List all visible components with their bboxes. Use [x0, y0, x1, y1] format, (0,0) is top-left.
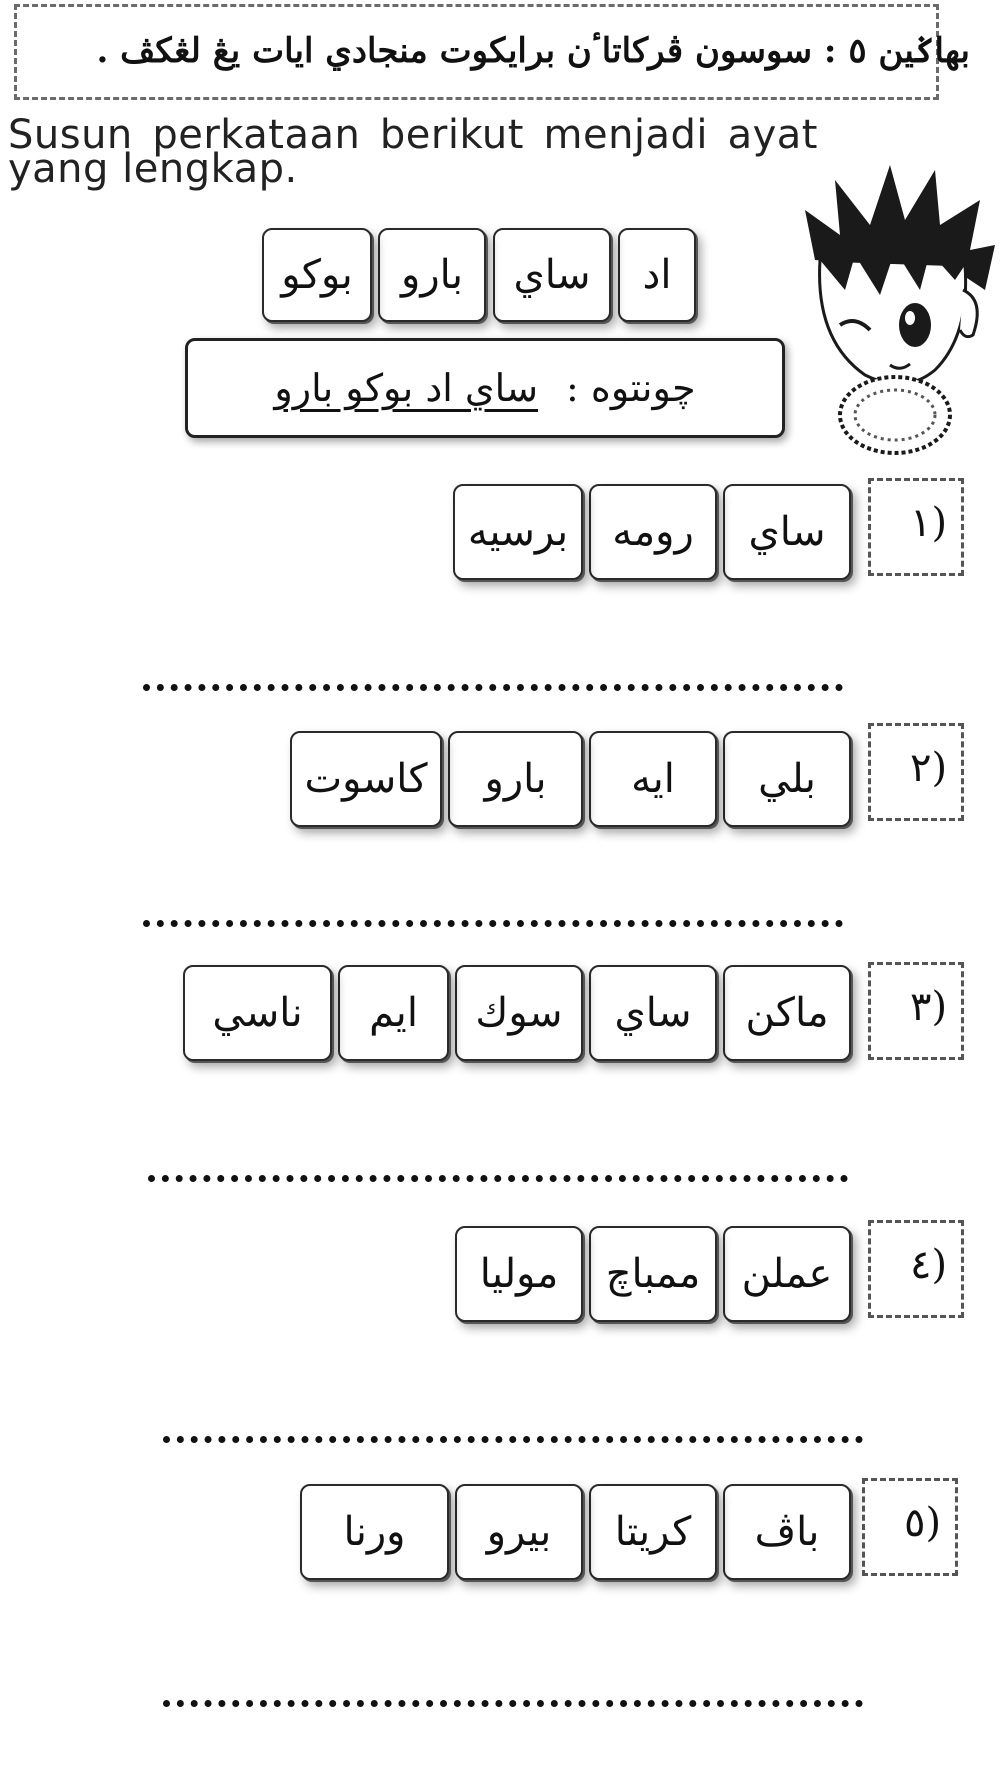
question-word-card: بيرو	[455, 1484, 583, 1580]
question-word-card: ايم	[338, 965, 449, 1061]
question-word-card: عملن	[723, 1226, 851, 1322]
mascot-illustration	[795, 140, 1000, 460]
header-title: بهاݢين ٥ : سوسون ڤركاتاٴن برايكوت منجادي ايات يڠ لڠكڤ .	[96, 31, 970, 71]
question-number: ٣)	[910, 984, 948, 1030]
question-number: ١)	[910, 500, 948, 546]
question-word-card: ممباچ	[589, 1226, 717, 1322]
example-word-card: ساي	[493, 228, 611, 322]
question-word-card: برسيه	[453, 484, 583, 580]
question-number: ٢)	[910, 745, 948, 791]
question-word-card: بارو	[448, 731, 583, 827]
answer-dotted-line	[143, 684, 843, 691]
question-word-card: ورنا	[300, 1484, 449, 1580]
example-word-card: اد	[618, 228, 696, 322]
example-answer-box	[185, 338, 785, 438]
question-word-card: كاسوت	[290, 731, 442, 827]
question-word-card: ناسي	[183, 965, 332, 1061]
answer-dotted-line	[163, 1700, 863, 1707]
question-word-card: ساي	[589, 965, 717, 1061]
question-word-card: ساي	[723, 484, 851, 580]
instruction-text: Susun perkataan berikut menjadi ayat yang lengkap.	[8, 112, 818, 192]
question-word-card: بلي	[723, 731, 851, 827]
answer-dotted-line	[163, 1436, 863, 1443]
answer-dotted-line	[148, 1175, 848, 1182]
question-word-card: كريتا	[589, 1484, 717, 1580]
question-word-card: ماكن	[723, 965, 851, 1061]
question-number: ٥)	[904, 1500, 942, 1546]
example-answer: ساي اد بوكو بارو	[274, 366, 539, 410]
question-word-card: سوك	[455, 965, 583, 1061]
answer-dotted-line	[143, 920, 843, 927]
question-word-card: رومه	[589, 484, 717, 580]
question-number: ٤)	[910, 1242, 948, 1288]
example-word-card: بوكو	[262, 228, 372, 322]
question-word-card: ايه	[589, 731, 717, 827]
example-word-card: بارو	[378, 228, 486, 322]
question-word-card: باڤ	[723, 1484, 851, 1580]
question-word-card: موليا	[455, 1226, 583, 1322]
example-label: چونتوه :	[566, 366, 696, 410]
